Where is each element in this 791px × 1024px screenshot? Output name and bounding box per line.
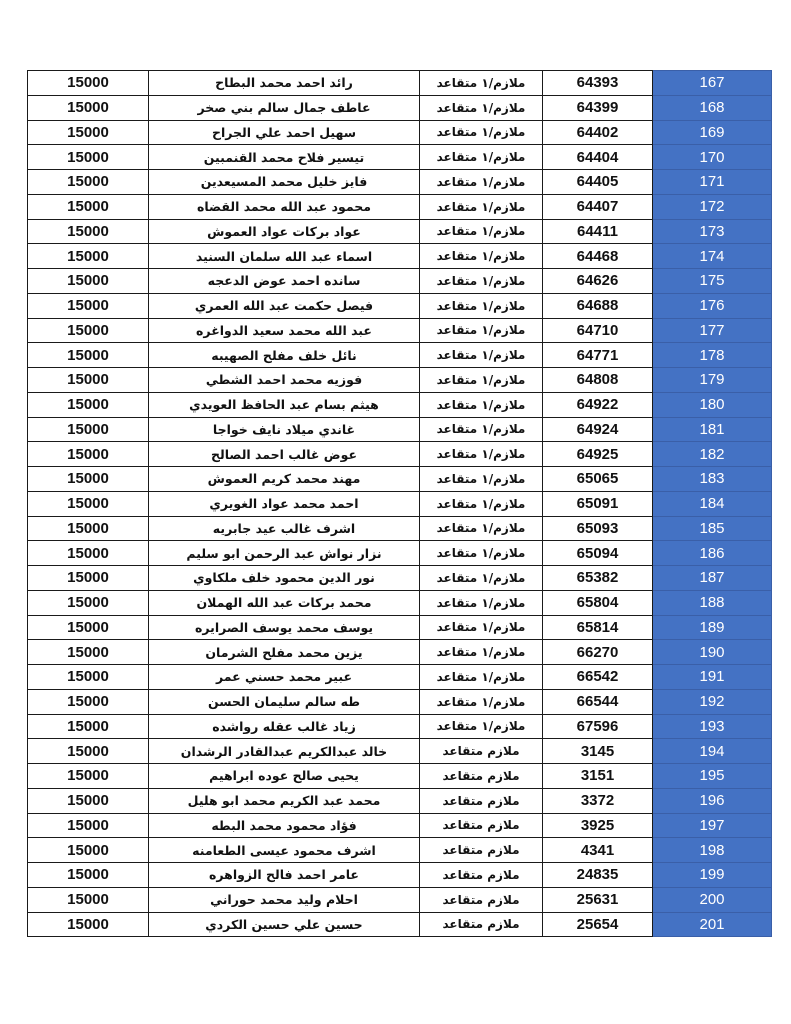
sequence-number-cell: 201: [653, 912, 772, 937]
table-row: [28, 269, 772, 294]
table-row: [28, 640, 772, 665]
sequence-number-cell: 168: [653, 95, 772, 120]
table-row: [28, 764, 772, 789]
amount-cell: 15000: [28, 392, 149, 417]
sequence-number-cell: 174: [653, 244, 772, 269]
table-row: [28, 392, 772, 417]
rank-cell: ملازم/١ متقاعد: [420, 368, 543, 393]
rank-cell: ملازم/١ متقاعد: [420, 71, 543, 96]
rank-cell: ملازم/١ متقاعد: [420, 120, 543, 145]
table-row: [28, 145, 772, 170]
sequence-number-cell: 193: [653, 714, 772, 739]
rank-cell: ملازم/١ متقاعد: [420, 145, 543, 170]
sequence-number-cell: 176: [653, 293, 772, 318]
sequence-number-cell: 172: [653, 194, 772, 219]
rank-cell: ملازم متقاعد: [420, 739, 543, 764]
name-cell: هيثم بسام عبد الحافظ العويدي: [149, 392, 420, 417]
rank-cell: ملازم/١ متقاعد: [420, 566, 543, 591]
military-number-cell: 3372: [543, 788, 653, 813]
rank-cell: ملازم متقاعد: [420, 813, 543, 838]
amount-cell: 15000: [28, 244, 149, 269]
sequence-number-cell: 192: [653, 689, 772, 714]
amount-cell: 15000: [28, 640, 149, 665]
rank-cell: ملازم/١ متقاعد: [420, 194, 543, 219]
rank-cell: ملازم متقاعد: [420, 838, 543, 863]
rank-cell: ملازم/١ متقاعد: [420, 417, 543, 442]
table-row: [28, 714, 772, 739]
sequence-number-cell: 169: [653, 120, 772, 145]
military-number-cell: 64399: [543, 95, 653, 120]
table-row: [28, 219, 772, 244]
name-cell: زياد غالب عقله رواشده: [149, 714, 420, 739]
table-row: [28, 665, 772, 690]
rank-cell: ملازم/١ متقاعد: [420, 615, 543, 640]
rank-cell: ملازم/١ متقاعد: [420, 442, 543, 467]
sequence-number-cell: 175: [653, 269, 772, 294]
sequence-number-cell: 187: [653, 566, 772, 591]
name-cell: عبير محمد حسني عمر: [149, 665, 420, 690]
name-cell: محمود عبد الله محمد القضاه: [149, 194, 420, 219]
name-cell: يوسف محمد يوسف الصرايره: [149, 615, 420, 640]
military-number-cell: 64922: [543, 392, 653, 417]
name-cell: فايز خليل محمد المسيعدين: [149, 170, 420, 195]
sequence-number-cell: 183: [653, 467, 772, 492]
name-cell: فيصل حكمت عبد الله العمري: [149, 293, 420, 318]
name-cell: حسين علي حسين الكردي: [149, 912, 420, 937]
table-row: [28, 689, 772, 714]
military-number-cell: 64405: [543, 170, 653, 195]
sequence-number-cell: 171: [653, 170, 772, 195]
table-row: [28, 467, 772, 492]
name-cell: اسماء عبد الله سلمان السنيد: [149, 244, 420, 269]
table-row: [28, 318, 772, 343]
name-cell: عوض غالب احمد الصالح: [149, 442, 420, 467]
name-cell: يزين محمد مفلح الشرمان: [149, 640, 420, 665]
military-number-cell: 25654: [543, 912, 653, 937]
name-cell: عاطف جمال سالم بني صخر: [149, 95, 420, 120]
military-number-cell: 65814: [543, 615, 653, 640]
rank-cell: ملازم/١ متقاعد: [420, 590, 543, 615]
sequence-number-cell: 181: [653, 417, 772, 442]
rank-cell: ملازم/١ متقاعد: [420, 467, 543, 492]
military-number-cell: 24835: [543, 863, 653, 888]
rank-cell: ملازم/١ متقاعد: [420, 541, 543, 566]
military-number-cell: 4341: [543, 838, 653, 863]
military-number-cell: 64710: [543, 318, 653, 343]
sequence-number-cell: 184: [653, 491, 772, 516]
military-number-cell: 64924: [543, 417, 653, 442]
amount-cell: 15000: [28, 764, 149, 789]
table-row: [28, 912, 772, 937]
name-cell: سهيل احمد علي الجراح: [149, 120, 420, 145]
rank-cell: ملازم/١ متقاعد: [420, 640, 543, 665]
military-number-cell: 3145: [543, 739, 653, 764]
sequence-number-cell: 196: [653, 788, 772, 813]
name-cell: اشرف غالب عيد جابريه: [149, 516, 420, 541]
table-row: [28, 788, 772, 813]
name-cell: يحيى صالح عوده ابراهيم: [149, 764, 420, 789]
rank-cell: ملازم/١ متقاعد: [420, 516, 543, 541]
sequence-number-cell: 167: [653, 71, 772, 96]
military-number-cell: 65065: [543, 467, 653, 492]
table-row: [28, 615, 772, 640]
rank-cell: ملازم متقاعد: [420, 863, 543, 888]
rank-cell: ملازم/١ متقاعد: [420, 318, 543, 343]
military-number-cell: 66544: [543, 689, 653, 714]
name-cell: نائل خلف مفلح الصهيبه: [149, 343, 420, 368]
amount-cell: 15000: [28, 863, 149, 888]
rank-cell: ملازم متقاعد: [420, 887, 543, 912]
amount-cell: 15000: [28, 120, 149, 145]
amount-cell: 15000: [28, 566, 149, 591]
sequence-number-cell: 178: [653, 343, 772, 368]
amount-cell: 15000: [28, 343, 149, 368]
table-body: [28, 71, 772, 937]
military-number-cell: 64808: [543, 368, 653, 393]
military-number-cell: 25631: [543, 887, 653, 912]
rank-cell: ملازم/١ متقاعد: [420, 293, 543, 318]
amount-cell: 15000: [28, 615, 149, 640]
military-number-cell: 65094: [543, 541, 653, 566]
military-number-cell: 65804: [543, 590, 653, 615]
table-row: [28, 194, 772, 219]
sequence-number-cell: 198: [653, 838, 772, 863]
name-cell: مهند محمد كريم العموش: [149, 467, 420, 492]
name-cell: فؤاد محمود محمد البطه: [149, 813, 420, 838]
table-row: [28, 120, 772, 145]
rank-cell: ملازم/١ متقاعد: [420, 343, 543, 368]
name-cell: سانده احمد عوض الدعجه: [149, 269, 420, 294]
amount-cell: 15000: [28, 293, 149, 318]
name-cell: طه سالم سليمان الحسن: [149, 689, 420, 714]
table-row: [28, 95, 772, 120]
amount-cell: 15000: [28, 467, 149, 492]
table-row: [28, 813, 772, 838]
name-cell: غاندي ميلاد نايف خواجا: [149, 417, 420, 442]
table-row: [28, 368, 772, 393]
rank-cell: ملازم/١ متقاعد: [420, 95, 543, 120]
amount-cell: 15000: [28, 813, 149, 838]
table-row: [28, 516, 772, 541]
military-number-cell: 66270: [543, 640, 653, 665]
table-row: [28, 541, 772, 566]
amount-cell: 15000: [28, 590, 149, 615]
retirees-table: [27, 70, 772, 937]
military-number-cell: 64468: [543, 244, 653, 269]
military-number-cell: 64404: [543, 145, 653, 170]
amount-cell: 15000: [28, 442, 149, 467]
military-number-cell: 64626: [543, 269, 653, 294]
name-cell: عبد الله محمد سعيد الدواغره: [149, 318, 420, 343]
amount-cell: 15000: [28, 170, 149, 195]
table-row: [28, 442, 772, 467]
rank-cell: ملازم/١ متقاعد: [420, 665, 543, 690]
rank-cell: ملازم/١ متقاعد: [420, 392, 543, 417]
sequence-number-cell: 177: [653, 318, 772, 343]
sequence-number-cell: 194: [653, 739, 772, 764]
table-row: [28, 170, 772, 195]
amount-cell: 15000: [28, 516, 149, 541]
name-cell: اشرف محمود عيسى الطعامنه: [149, 838, 420, 863]
amount-cell: 15000: [28, 71, 149, 96]
amount-cell: 15000: [28, 788, 149, 813]
amount-cell: 15000: [28, 912, 149, 937]
sequence-number-cell: 189: [653, 615, 772, 640]
amount-cell: 15000: [28, 368, 149, 393]
sequence-number-cell: 173: [653, 219, 772, 244]
amount-cell: 15000: [28, 541, 149, 566]
sequence-number-cell: 170: [653, 145, 772, 170]
amount-cell: 15000: [28, 739, 149, 764]
name-cell: محمد بركات عبد الله الهملان: [149, 590, 420, 615]
military-number-cell: 64688: [543, 293, 653, 318]
table-row: [28, 293, 772, 318]
amount-cell: 15000: [28, 219, 149, 244]
sequence-number-cell: 200: [653, 887, 772, 912]
amount-cell: 15000: [28, 689, 149, 714]
amount-cell: 15000: [28, 491, 149, 516]
table-row: [28, 863, 772, 888]
sequence-number-cell: 185: [653, 516, 772, 541]
amount-cell: 15000: [28, 318, 149, 343]
table-row: [28, 244, 772, 269]
table-row: [28, 491, 772, 516]
military-number-cell: 64925: [543, 442, 653, 467]
rank-cell: ملازم/١ متقاعد: [420, 491, 543, 516]
rank-cell: ملازم/١ متقاعد: [420, 244, 543, 269]
table-row: [28, 417, 772, 442]
table-row: [28, 838, 772, 863]
name-cell: محمد عبد الكريم محمد ابو هليل: [149, 788, 420, 813]
amount-cell: 15000: [28, 194, 149, 219]
sequence-number-cell: 191: [653, 665, 772, 690]
rank-cell: ملازم متقاعد: [420, 764, 543, 789]
rank-cell: ملازم/١ متقاعد: [420, 689, 543, 714]
military-number-cell: 65093: [543, 516, 653, 541]
military-number-cell: 64402: [543, 120, 653, 145]
table-row: [28, 887, 772, 912]
sequence-number-cell: 179: [653, 368, 772, 393]
name-cell: رائد احمد محمد البطاح: [149, 71, 420, 96]
table-row: [28, 566, 772, 591]
military-number-cell: 64393: [543, 71, 653, 96]
military-number-cell: 66542: [543, 665, 653, 690]
name-cell: نزار نواش عبد الرحمن ابو سليم: [149, 541, 420, 566]
military-number-cell: 64407: [543, 194, 653, 219]
military-number-cell: 64411: [543, 219, 653, 244]
rank-cell: ملازم/١ متقاعد: [420, 170, 543, 195]
amount-cell: 15000: [28, 714, 149, 739]
rank-cell: ملازم/١ متقاعد: [420, 714, 543, 739]
military-number-cell: 3925: [543, 813, 653, 838]
table-row: [28, 71, 772, 96]
amount-cell: 15000: [28, 95, 149, 120]
military-number-cell: 65091: [543, 491, 653, 516]
table-row: [28, 343, 772, 368]
sequence-number-cell: 199: [653, 863, 772, 888]
name-cell: احلام وليد محمد حوراني: [149, 887, 420, 912]
rank-cell: ملازم متقاعد: [420, 788, 543, 813]
sequence-number-cell: 182: [653, 442, 772, 467]
sequence-number-cell: 195: [653, 764, 772, 789]
table-row: [28, 590, 772, 615]
rank-cell: ملازم/١ متقاعد: [420, 269, 543, 294]
military-number-cell: 65382: [543, 566, 653, 591]
sequence-number-cell: 186: [653, 541, 772, 566]
sequence-number-cell: 197: [653, 813, 772, 838]
military-number-cell: 67596: [543, 714, 653, 739]
name-cell: خالد عبدالكريم عبدالقادر الرشدان: [149, 739, 420, 764]
amount-cell: 15000: [28, 665, 149, 690]
military-number-cell: 3151: [543, 764, 653, 789]
name-cell: احمد محمد عواد الغويري: [149, 491, 420, 516]
table-row: [28, 739, 772, 764]
name-cell: نور الدين محمود خلف ملكاوي: [149, 566, 420, 591]
rank-cell: ملازم/١ متقاعد: [420, 219, 543, 244]
name-cell: عواد بركات عواد العموش: [149, 219, 420, 244]
sequence-number-cell: 190: [653, 640, 772, 665]
military-number-cell: 64771: [543, 343, 653, 368]
amount-cell: 15000: [28, 838, 149, 863]
amount-cell: 15000: [28, 887, 149, 912]
sequence-number-cell: 188: [653, 590, 772, 615]
amount-cell: 15000: [28, 417, 149, 442]
name-cell: فوزيه محمد احمد الشطي: [149, 368, 420, 393]
name-cell: تيسير فلاح محمد القنمبين: [149, 145, 420, 170]
sequence-number-cell: 180: [653, 392, 772, 417]
amount-cell: 15000: [28, 145, 149, 170]
amount-cell: 15000: [28, 269, 149, 294]
rank-cell: ملازم متقاعد: [420, 912, 543, 937]
name-cell: عامر احمد فالح الزواهره: [149, 863, 420, 888]
